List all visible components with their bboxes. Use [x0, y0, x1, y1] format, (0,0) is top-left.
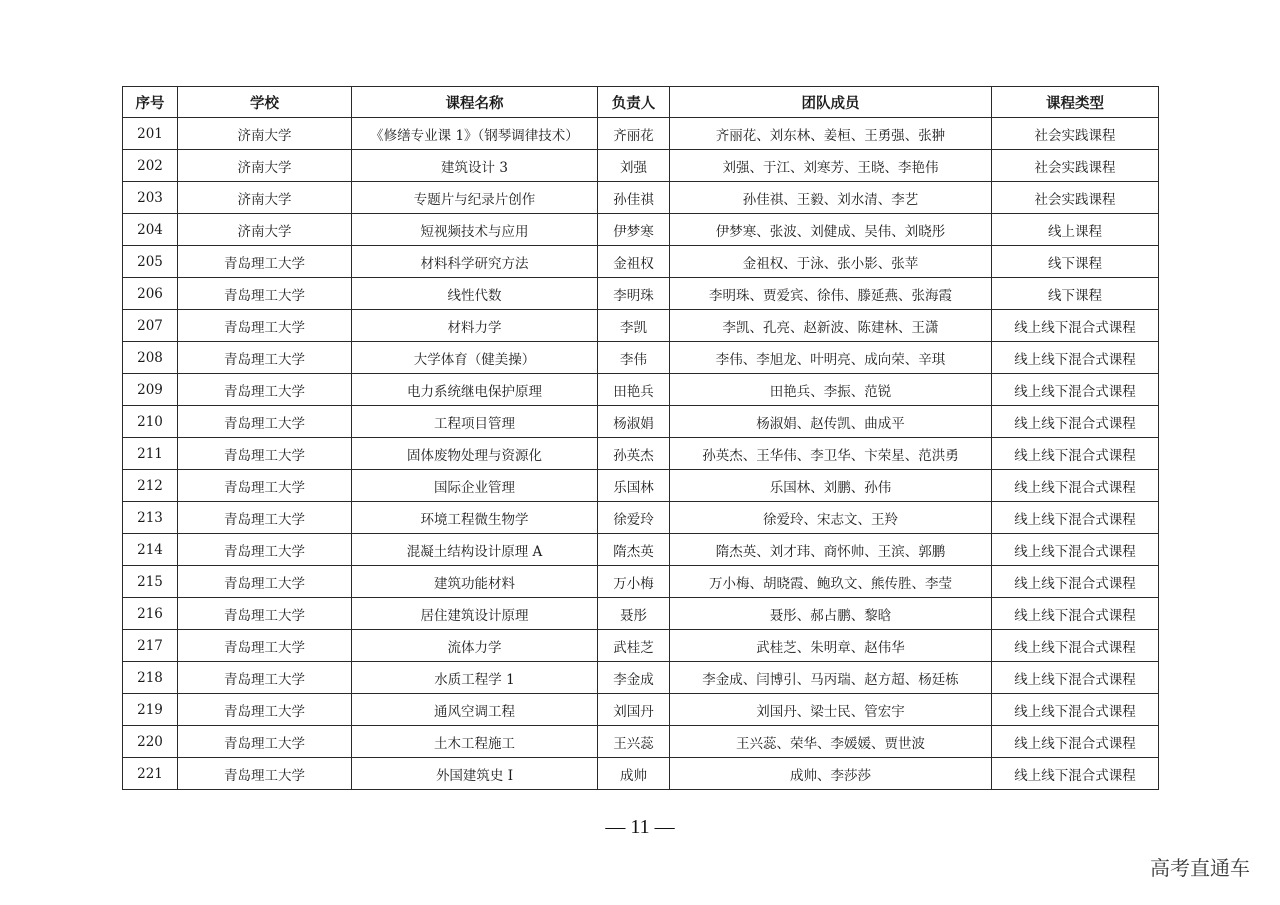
cell-course-type: 社会实践课程 — [992, 118, 1159, 150]
cell-course-name: 短视频技术与应用 — [352, 214, 598, 246]
cell-team-members: 刘国丹、梁士民、管宏宇 — [670, 694, 992, 726]
cell-course-type: 社会实践课程 — [992, 150, 1159, 182]
cell-leader: 刘国丹 — [598, 694, 670, 726]
cell-index: 217 — [123, 630, 178, 662]
cell-leader: 武桂芝 — [598, 630, 670, 662]
cell-school: 济南大学 — [178, 214, 352, 246]
cell-leader: 李凯 — [598, 310, 670, 342]
cell-school: 济南大学 — [178, 150, 352, 182]
cell-course-type: 线上线下混合式课程 — [992, 758, 1159, 790]
cell-leader: 金祖权 — [598, 246, 670, 278]
cell-team-members: 聂彤、郝占鹏、黎晗 — [670, 598, 992, 630]
cell-course-name: 材料科学研究方法 — [352, 246, 598, 278]
cell-team-members: 金祖权、于泳、张小影、张苹 — [670, 246, 992, 278]
cell-leader: 刘强 — [598, 150, 670, 182]
cell-school: 青岛理工大学 — [178, 278, 352, 310]
cell-course-name: 电力系统继电保护原理 — [352, 374, 598, 406]
header-cell-index: 序号 — [123, 87, 178, 118]
cell-index: 205 — [123, 246, 178, 278]
cell-leader: 李明珠 — [598, 278, 670, 310]
table-row — [123, 470, 1159, 502]
table-row — [123, 214, 1159, 246]
table-row — [123, 630, 1159, 662]
cell-leader: 隋杰英 — [598, 534, 670, 566]
cell-index: 212 — [123, 470, 178, 502]
cell-index: 210 — [123, 406, 178, 438]
cell-leader: 伊梦寒 — [598, 214, 670, 246]
table-row — [123, 342, 1159, 374]
watermark-text: 高考直通车 — [1150, 856, 1250, 880]
cell-course-name: 专题片与纪录片创作 — [352, 182, 598, 214]
cell-index: 211 — [123, 438, 178, 470]
cell-course-type: 线上线下混合式课程 — [992, 374, 1159, 406]
cell-course-name: 《修缮专业课 1》（钢琴调律技术） — [352, 118, 598, 150]
cell-leader: 徐爱玲 — [598, 502, 670, 534]
cell-leader: 杨淑娟 — [598, 406, 670, 438]
cell-team-members: 武桂芝、朱明章、赵伟华 — [670, 630, 992, 662]
cell-index: 204 — [123, 214, 178, 246]
cell-team-members: 齐丽花、刘东林、姜桓、王勇强、张翀 — [670, 118, 992, 150]
table-header — [123, 87, 1159, 118]
cell-index: 202 — [123, 150, 178, 182]
cell-team-members: 杨淑娟、赵传凯、曲成平 — [670, 406, 992, 438]
cell-school: 青岛理工大学 — [178, 566, 352, 598]
cell-school: 青岛理工大学 — [178, 598, 352, 630]
table-row — [123, 246, 1159, 278]
cell-course-name: 土木工程施工 — [352, 726, 598, 758]
cell-index: 215 — [123, 566, 178, 598]
cell-school: 济南大学 — [178, 182, 352, 214]
cell-school: 青岛理工大学 — [178, 470, 352, 502]
cell-team-members: 万小梅、胡晓霞、鲍玖文、熊传胜、李莹 — [670, 566, 992, 598]
table-row — [123, 662, 1159, 694]
cell-course-name: 混凝土结构设计原理 A — [352, 534, 598, 566]
cell-index: 209 — [123, 374, 178, 406]
cell-team-members: 乐国林、刘鹏、孙伟 — [670, 470, 992, 502]
cell-school: 青岛理工大学 — [178, 310, 352, 342]
header-row — [123, 87, 1159, 118]
cell-index: 201 — [123, 118, 178, 150]
cell-course-name: 线性代数 — [352, 278, 598, 310]
cell-course-name: 水质工程学 1 — [352, 662, 598, 694]
cell-school: 青岛理工大学 — [178, 534, 352, 566]
cell-index: 214 — [123, 534, 178, 566]
cell-leader: 李伟 — [598, 342, 670, 374]
cell-team-members: 徐爱玲、宋志文、王羚 — [670, 502, 992, 534]
course-table — [122, 86, 1159, 790]
cell-team-members: 李明珠、贾爱宾、徐伟、滕延燕、张海霞 — [670, 278, 992, 310]
cell-course-type: 线上线下混合式课程 — [992, 726, 1159, 758]
cell-course-type: 线下课程 — [992, 246, 1159, 278]
table-row — [123, 182, 1159, 214]
page-number: — 11 — — [605, 816, 675, 838]
cell-index: 218 — [123, 662, 178, 694]
cell-leader: 乐国林 — [598, 470, 670, 502]
cell-index: 206 — [123, 278, 178, 310]
cell-team-members: 李伟、李旭龙、叶明亮、成向荣、辛琪 — [670, 342, 992, 374]
cell-school: 青岛理工大学 — [178, 630, 352, 662]
cell-team-members: 隋杰英、刘才玮、商怀帅、王滨、郭鹏 — [670, 534, 992, 566]
cell-course-name: 材料力学 — [352, 310, 598, 342]
header-cell-school: 学校 — [178, 87, 352, 118]
cell-course-name: 大学体育（健美操） — [352, 342, 598, 374]
cell-course-type: 社会实践课程 — [992, 182, 1159, 214]
header-cell-team-members: 团队成员 — [670, 87, 992, 118]
cell-course-name: 环境工程微生物学 — [352, 502, 598, 534]
cell-index: 203 — [123, 182, 178, 214]
cell-course-type: 线上线下混合式课程 — [992, 438, 1159, 470]
cell-index: 208 — [123, 342, 178, 374]
cell-team-members: 田艳兵、李振、范锐 — [670, 374, 992, 406]
cell-school: 济南大学 — [178, 118, 352, 150]
cell-course-name: 外国建筑史 I — [352, 758, 598, 790]
cell-course-name: 流体力学 — [352, 630, 598, 662]
cell-course-type: 线上线下混合式课程 — [992, 598, 1159, 630]
cell-school: 青岛理工大学 — [178, 438, 352, 470]
cell-school: 青岛理工大学 — [178, 342, 352, 374]
cell-index: 213 — [123, 502, 178, 534]
table-row — [123, 150, 1159, 182]
cell-leader: 孙佳祺 — [598, 182, 670, 214]
table-body — [123, 118, 1159, 790]
cell-index: 221 — [123, 758, 178, 790]
cell-course-type: 线上线下混合式课程 — [992, 502, 1159, 534]
table-row — [123, 534, 1159, 566]
table-row — [123, 598, 1159, 630]
cell-course-type: 线上线下混合式课程 — [992, 342, 1159, 374]
cell-team-members: 伊梦寒、张波、刘健成、吴伟、刘晓彤 — [670, 214, 992, 246]
cell-leader: 齐丽花 — [598, 118, 670, 150]
cell-index: 216 — [123, 598, 178, 630]
table-row — [123, 374, 1159, 406]
cell-school: 青岛理工大学 — [178, 406, 352, 438]
cell-team-members: 王兴蕊、荣华、李媛媛、贾世波 — [670, 726, 992, 758]
cell-course-type: 线上线下混合式课程 — [992, 406, 1159, 438]
cell-leader: 成帅 — [598, 758, 670, 790]
cell-course-type: 线上线下混合式课程 — [992, 694, 1159, 726]
cell-course-name: 建筑设计 3 — [352, 150, 598, 182]
cell-leader: 孙英杰 — [598, 438, 670, 470]
cell-team-members: 李金成、闫博引、马丙瑞、赵方超、杨廷栋 — [670, 662, 992, 694]
cell-team-members: 孙英杰、王华伟、李卫华、卞荣星、范洪勇 — [670, 438, 992, 470]
cell-team-members: 成帅、李莎莎 — [670, 758, 992, 790]
table-row — [123, 406, 1159, 438]
cell-leader: 万小梅 — [598, 566, 670, 598]
cell-course-type: 线上线下混合式课程 — [992, 310, 1159, 342]
cell-index: 207 — [123, 310, 178, 342]
cell-team-members: 李凯、孔亮、赵新波、陈建林、王潇 — [670, 310, 992, 342]
cell-course-type: 线上课程 — [992, 214, 1159, 246]
cell-course-type: 线上线下混合式课程 — [992, 662, 1159, 694]
header-cell-course-name: 课程名称 — [352, 87, 598, 118]
cell-course-name: 固体废物处理与资源化 — [352, 438, 598, 470]
header-cell-leader: 负责人 — [598, 87, 670, 118]
cell-school: 青岛理工大学 — [178, 694, 352, 726]
cell-school: 青岛理工大学 — [178, 662, 352, 694]
table-row — [123, 310, 1159, 342]
cell-school: 青岛理工大学 — [178, 502, 352, 534]
cell-course-name: 建筑功能材料 — [352, 566, 598, 598]
cell-team-members: 孙佳祺、王毅、刘水清、李艺 — [670, 182, 992, 214]
cell-school: 青岛理工大学 — [178, 726, 352, 758]
table-row — [123, 694, 1159, 726]
table-row — [123, 566, 1159, 598]
table-row — [123, 278, 1159, 310]
cell-course-type: 线上线下混合式课程 — [992, 534, 1159, 566]
table-row — [123, 726, 1159, 758]
cell-leader: 王兴蕊 — [598, 726, 670, 758]
table-row — [123, 502, 1159, 534]
cell-course-name: 国际企业管理 — [352, 470, 598, 502]
table-row — [123, 118, 1159, 150]
cell-school: 青岛理工大学 — [178, 758, 352, 790]
table-row — [123, 438, 1159, 470]
cell-index: 220 — [123, 726, 178, 758]
cell-course-type: 线上线下混合式课程 — [992, 630, 1159, 662]
table-row — [123, 758, 1159, 790]
cell-team-members: 刘强、于江、刘寒芳、王晓、李艳伟 — [670, 150, 992, 182]
cell-course-name: 工程项目管理 — [352, 406, 598, 438]
cell-school: 青岛理工大学 — [178, 246, 352, 278]
cell-course-name: 通风空调工程 — [352, 694, 598, 726]
cell-leader: 聂彤 — [598, 598, 670, 630]
cell-course-type: 线下课程 — [992, 278, 1159, 310]
cell-course-type: 线上线下混合式课程 — [992, 566, 1159, 598]
cell-index: 219 — [123, 694, 178, 726]
cell-leader: 李金成 — [598, 662, 670, 694]
cell-leader: 田艳兵 — [598, 374, 670, 406]
cell-course-type: 线上线下混合式课程 — [992, 470, 1159, 502]
header-cell-course-type: 课程类型 — [992, 87, 1159, 118]
cell-school: 青岛理工大学 — [178, 374, 352, 406]
cell-course-name: 居住建筑设计原理 — [352, 598, 598, 630]
